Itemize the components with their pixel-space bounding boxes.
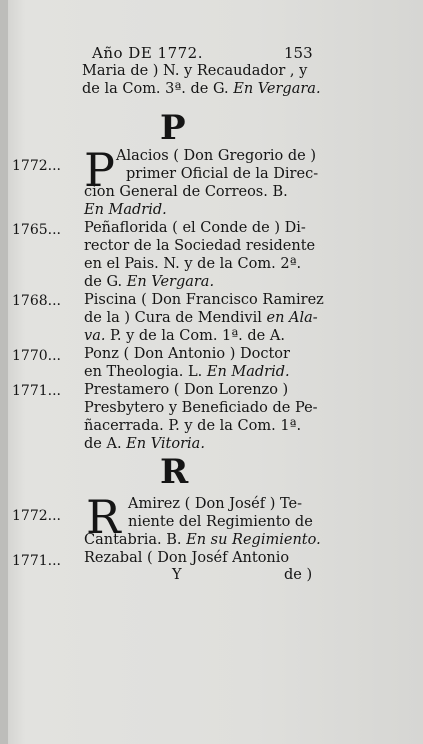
entry-year: 1772...	[12, 158, 61, 174]
drop-cap: P	[84, 143, 115, 197]
catchword: Y	[172, 567, 182, 583]
entry-line: Presbytero y Beneficiado de Pe-	[84, 400, 318, 416]
intro-line: Maria de ) N. y Recaudador , y	[82, 63, 308, 79]
drop-cap: R	[86, 490, 121, 544]
page-gutter	[0, 0, 8, 744]
entry-line: de )	[284, 567, 313, 583]
entry-year: 1772...	[12, 508, 61, 524]
entry-line: primer Oficial de la Direc-	[126, 166, 319, 182]
entry-line: en Theologia. L. En Madrid.	[84, 364, 290, 380]
entry-year: 1765...	[12, 222, 61, 238]
entry-line: de A. En Vitoria.	[84, 436, 205, 452]
entry-line: Peñaflorida ( el Conde de ) Di-	[84, 220, 306, 236]
entry-line: Rezabal ( Don Joséf Antonio	[84, 550, 290, 566]
running-head: Año DE 1772.	[92, 44, 203, 62]
intro-line: de la Com. 3ª. de G. En Vergara.	[82, 81, 321, 97]
page-number: 153	[284, 44, 313, 62]
entry-line: en el Pais. N. y de la Com. 2ª.	[84, 256, 302, 272]
entry-line: va. P. y de la Com. 1ª. de A.	[84, 328, 285, 344]
entry-line: de G. En Vergara.	[84, 274, 215, 290]
entry-place: En Madrid.	[84, 202, 167, 218]
entry-line: rector de la Sociedad residente	[84, 238, 316, 254]
entry-line: Piscina ( Don Francisco Ramirez	[84, 292, 324, 308]
entry-line: Amirez ( Don Joséf ) Te-	[128, 496, 303, 512]
entry-line: Prestamero ( Don Lorenzo )	[84, 382, 289, 398]
entry-line: Cantabria. B. En su Regimiento.	[84, 532, 321, 548]
entry-line: ñacerrada. P. y de la Com. 1ª.	[84, 418, 302, 434]
entry-year: 1771...	[12, 383, 61, 399]
entry-line: niente del Regimiento de	[128, 514, 313, 530]
entry-line: cion General de Correos. B.	[84, 184, 288, 200]
entry-line: de la ) Cura de Mendivil en Ala-	[84, 310, 318, 326]
entry-year: 1771...	[12, 553, 61, 569]
entry-year: 1770...	[12, 348, 61, 364]
entry-line: Ponz ( Don Antonio ) Doctor	[84, 346, 290, 362]
section-letter-p: P	[160, 108, 186, 148]
section-letter-r: R	[160, 452, 189, 492]
entry-line: Alacios ( Don Gregorio de )	[116, 148, 317, 164]
entry-year: 1768...	[12, 293, 61, 309]
